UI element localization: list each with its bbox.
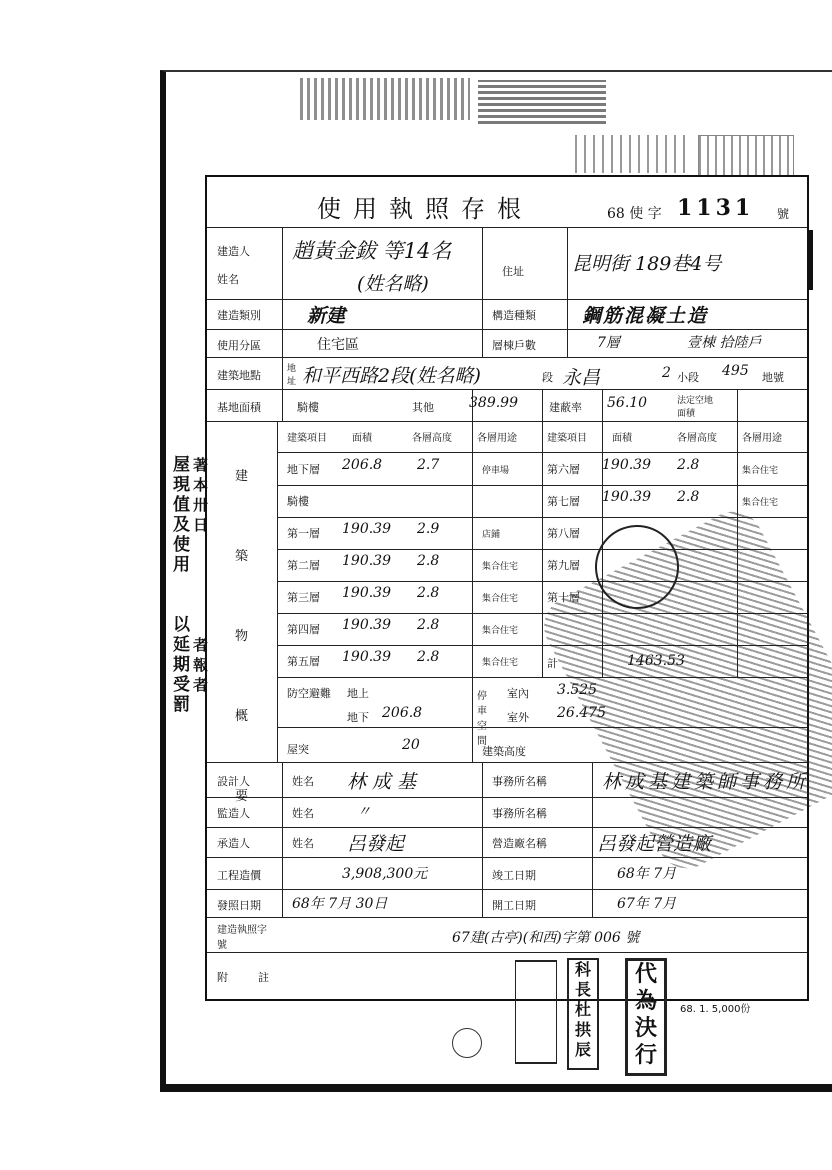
floor-area: 190.39 [342, 521, 391, 537]
label-parking: 停車空間 [477, 691, 487, 747]
col-items-right: 建築項目 [547, 433, 587, 444]
floor-label: 第一層 [287, 527, 320, 540]
floor-use: 集合住宅 [482, 594, 519, 604]
builder-name: 趙黃金鈸 等14名 [292, 239, 452, 263]
bottom-stamp-approval [515, 960, 557, 1064]
floor-area: 190.39 [342, 617, 391, 633]
parking-indoor: 3.525 [557, 682, 598, 698]
label-cost: 工程造價 [217, 869, 261, 882]
floor-label: 第六層 [547, 463, 580, 476]
floor-label: 第三層 [287, 591, 320, 604]
floor-height: 2.7 [417, 457, 440, 473]
label-designer-name: 姓名 [292, 775, 314, 788]
label-builder: 建造人 [217, 245, 250, 258]
top-right-note [575, 135, 685, 173]
col-height-right: 各層高度 [677, 433, 717, 444]
col-use-right: 各層用途 [742, 433, 782, 444]
floor-label: 騎樓 [287, 495, 309, 508]
floor-area: 190.39 [342, 553, 391, 569]
floor-area: 190.39 [602, 489, 651, 505]
floor-label: 第四層 [287, 623, 320, 636]
contractor-value: 呂發起 [347, 833, 405, 855]
col-area-left: 面積 [352, 433, 372, 444]
building-type: 新建 [307, 305, 346, 327]
label-floors-units: 層棟戶數 [492, 339, 536, 352]
floor-area: 190.39 [342, 649, 391, 665]
start-date-value: 67年 7月 [617, 896, 677, 912]
label-contractor: 承造人 [217, 837, 250, 850]
floor-use: 集合住宅 [482, 562, 519, 572]
design-office-value: 林成基建築師事務所 [602, 771, 810, 793]
label-shelter: 防空避難 [287, 687, 331, 700]
builder-address: 昆明街 189巷4号 [572, 253, 722, 275]
floor-label: 第八層 [547, 527, 580, 540]
roof-value: 20 [402, 737, 420, 753]
col-area-right: 面積 [612, 433, 632, 444]
floor-area: 190.39 [342, 585, 391, 601]
label-indoor: 室內 [507, 687, 529, 700]
label-section: 段 [542, 371, 553, 384]
right-edge-mark [808, 230, 831, 290]
label-arcade-area: 騎樓 [297, 401, 319, 414]
top-right-stamp [698, 135, 794, 177]
label-total: 計 [547, 657, 558, 670]
bottom-stamp-chief: 科 長 杜 拱 辰 [567, 958, 599, 1070]
floor-label: 第七層 [547, 495, 580, 508]
permit-number: 1131 [677, 195, 755, 221]
label-roof: 屋突 [287, 743, 309, 756]
label-site-area: 基地面積 [217, 401, 261, 414]
label-building: 建築物概要 [235, 469, 249, 804]
label-designer: 設計人 [217, 775, 250, 788]
units-value: 壹棟 拾陸戶 [687, 335, 762, 351]
permit-prefix: 68 使 字 [607, 206, 662, 222]
label-ground: 地上 [347, 687, 369, 700]
floor-area: 190.39 [602, 457, 651, 473]
label-license: 建造執照字號 [217, 925, 267, 951]
label-bldg-height: 建築高度 [482, 745, 526, 758]
lot-value: 495 [722, 363, 749, 379]
license-value: 67建(古亭)(和西)字第 006 號 [452, 930, 640, 946]
label-name: 姓名 [217, 273, 239, 286]
floor-height: 2.9 [417, 521, 440, 537]
coverage-value: 56.10 [607, 395, 648, 411]
floor-label: 第二層 [287, 559, 320, 572]
top-stamp-mid [478, 80, 606, 124]
label-super-office: 事務所名稱 [492, 807, 547, 820]
print-mark: 68. 1. 5,000份 [680, 1004, 751, 1015]
floor-height: 2.8 [677, 489, 700, 505]
form-title: 使用執照存根 [317, 195, 533, 223]
floor-label: 地下層 [287, 463, 320, 476]
label-legal-open: 法定空地面積 [677, 396, 714, 419]
section-value: 永昌 [562, 367, 601, 389]
floor-use: 停車場 [482, 466, 510, 476]
col-items-left: 建築項目 [287, 433, 327, 444]
label-site-addr: 地址 [287, 364, 297, 387]
col-use-left: 各層用途 [477, 433, 517, 444]
shelter-under-value: 206.8 [382, 705, 423, 721]
floor-height: 2.8 [417, 553, 440, 569]
floor-use: 集合住宅 [742, 498, 779, 508]
floor-label: 第五層 [287, 655, 320, 668]
label-design-office: 事務所名稱 [492, 775, 547, 788]
label-notes: 附註 [217, 971, 299, 984]
total-area: 1463.53 [627, 653, 685, 669]
label-contractor-name: 姓名 [292, 837, 314, 850]
label-supervisor-name: 姓名 [292, 807, 314, 820]
cost-value: 3,908,300元 [342, 866, 428, 882]
site-area-value: 389.99 [469, 395, 518, 411]
label-other: 其他 [412, 401, 434, 414]
floors-value: 7層 [597, 335, 620, 351]
label-firm: 營造廠名稱 [492, 837, 547, 850]
floor-area: 206.8 [342, 457, 383, 473]
floor-height: 2.8 [677, 457, 700, 473]
label-building-type: 建造類別 [217, 309, 261, 322]
label-coverage: 建蔽率 [549, 401, 582, 414]
label-lot: 地號 [762, 371, 784, 384]
floor-use: 集合住宅 [482, 658, 519, 668]
col-height-left: 各層高度 [412, 433, 452, 444]
floor-use: 集合住宅 [482, 626, 519, 636]
label-issue-date: 發照日期 [217, 899, 261, 912]
floor-height: 2.8 [417, 617, 440, 633]
bottom-stamp-deputy: 代 為 決 行 [625, 958, 667, 1076]
structure-value: 鋼筋混凝土造 [582, 305, 709, 327]
builder-seal: (姓名略) [357, 273, 429, 295]
permit-suffix: 號 [777, 207, 790, 221]
label-underground: 地下 [347, 711, 369, 724]
firm-value: 呂發起營造廠 [597, 833, 712, 855]
floor-label: 第十層 [547, 591, 580, 604]
label-outdoor: 室外 [507, 711, 529, 724]
floor-height: 2.8 [417, 649, 440, 665]
top-stamp-left [300, 78, 470, 120]
designer-name: 林成基 [347, 771, 423, 793]
supervisor-value: 〃 [357, 804, 371, 820]
floor-label: 第九層 [547, 559, 580, 572]
floor-use: 集合住宅 [742, 466, 779, 476]
label-site: 建築地點 [217, 369, 261, 382]
label-supervisor: 監造人 [217, 807, 250, 820]
label-start-date: 開工日期 [492, 899, 536, 912]
label-subsection: 小段 [677, 371, 699, 384]
issue-date-value: 68年 7月 30日 [292, 896, 388, 912]
label-zone: 使用分區 [217, 339, 261, 352]
label-address: 住址 [502, 265, 524, 278]
floor-height: 2.8 [417, 585, 440, 601]
floor-use: 店鋪 [482, 530, 501, 540]
bottom-stamp-left [452, 1028, 482, 1058]
subsection-value: 2 [662, 365, 671, 381]
parking-outdoor: 26.475 [557, 705, 606, 721]
complete-date-value: 68年 7月 [617, 866, 677, 882]
label-complete-date: 竣工日期 [492, 869, 536, 882]
label-structure: 構造種類 [492, 309, 536, 322]
zone-value: 住宅區 [317, 337, 359, 353]
site-address: 和平西路2段(姓名略) [302, 365, 481, 387]
